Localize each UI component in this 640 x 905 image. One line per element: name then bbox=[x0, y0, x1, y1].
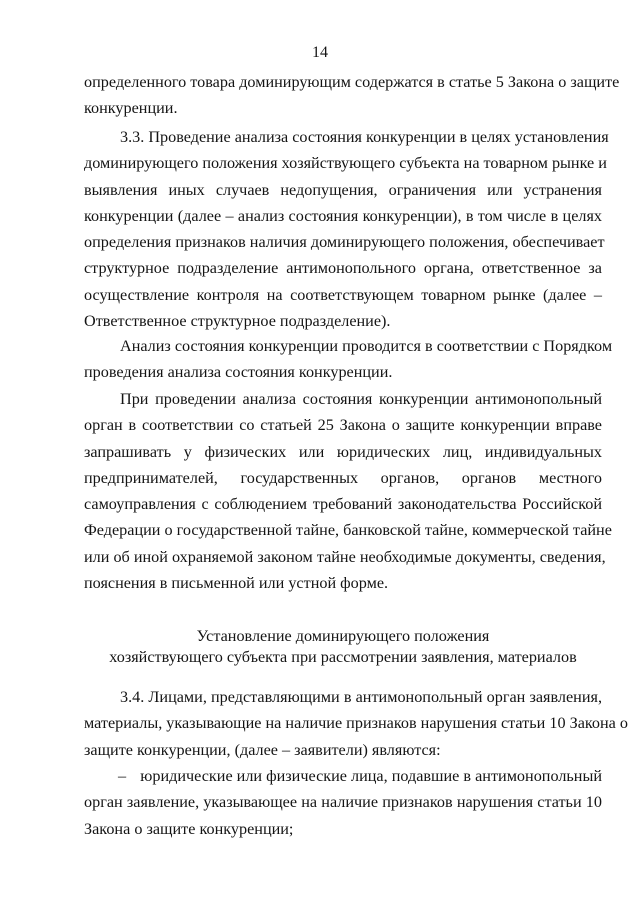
text-line: самоуправления с соблюдением требований законодательства Российской bbox=[84, 495, 602, 514]
section-heading-line: Установление доминирующего положения bbox=[196, 627, 490, 645]
text-line: осуществление контроля на соответствующем товарном рынке (далее – bbox=[84, 285, 602, 304]
text-line: предпринимателей, государственных органов, органов местного bbox=[84, 468, 602, 487]
text-line: материалы, указывающие на наличие признаков нарушения статьи 10 Закона о bbox=[84, 714, 629, 733]
text-line: 3.3. Проведение анализа состояния конкуренции в целях установления bbox=[120, 128, 609, 146]
text-line: защите конкуренции, (далее – заявители) являются: bbox=[84, 740, 441, 759]
text-line: конкуренции. bbox=[84, 99, 178, 118]
text-line: проведения анализа состояния конкуренции. bbox=[84, 363, 393, 382]
text-line: пояснения в письменной или устной форме. bbox=[84, 574, 389, 593]
section-heading bbox=[84, 626, 602, 668]
text-line: выявления иных случаев недопущения, ограничения или устранения bbox=[84, 180, 602, 199]
text-line: При проведении анализа состояния конкуренции антимонопольный bbox=[120, 390, 602, 408]
text-line: запрашивать у физических или юридических лиц, индивидуальных bbox=[84, 442, 602, 461]
text-line: Анализ состояния конкуренции проводится в соответствии с Порядком bbox=[120, 337, 613, 355]
paragraph-request bbox=[84, 386, 612, 596]
text-line: орган заявление, указывающее на наличие признаков нарушения статьи 10 bbox=[84, 793, 602, 812]
section-heading-line: хозяйствующего субъекта при рассмотрении заявления, материалов bbox=[109, 648, 577, 666]
paragraph-3-4 bbox=[84, 684, 629, 763]
list-item-text: юридические или физические лица, подавшие в антимонопольный bbox=[140, 767, 602, 785]
text-line: структурное подразделение антимонопольного органа, ответственное за bbox=[84, 259, 602, 278]
text-line: конкуренции (далее – анализ состояния конкуренции), в том числе в целях bbox=[84, 206, 602, 225]
list-dash: – bbox=[118, 767, 127, 785]
text-line: или об иной охраняемой законом тайне необходимые документы, сведения, bbox=[84, 547, 606, 566]
text-line: орган в соответствии со статьей 25 Закона о защите конкуренции вправе bbox=[84, 416, 602, 435]
text-line: Закона о защите конкуренции; bbox=[84, 819, 294, 838]
text-line: определенного товара доминирующим содержатся в статье 5 Закона о защите bbox=[84, 73, 620, 91]
page-number: 14 bbox=[312, 44, 328, 61]
text-line: определения признаков наличия доминирующего положения, обеспечивает bbox=[84, 233, 605, 252]
text-line: 3.4. Лицами, представляющими в антимонопольный орган заявления, bbox=[120, 688, 602, 706]
paragraph-analysis bbox=[84, 333, 613, 386]
list-item-first-line bbox=[84, 763, 602, 789]
text-line: Ответственное структурное подразделение). bbox=[84, 312, 391, 331]
list-item bbox=[84, 763, 602, 842]
text-line: доминирующего положения хозяйствующего субъекта на товарном рынке и bbox=[84, 154, 607, 173]
paragraph-3-3 bbox=[84, 124, 609, 334]
text-line: Федерации о государственной тайне, банковской тайне, коммерческой тайне bbox=[84, 521, 612, 540]
paragraph-continuation bbox=[84, 69, 620, 122]
